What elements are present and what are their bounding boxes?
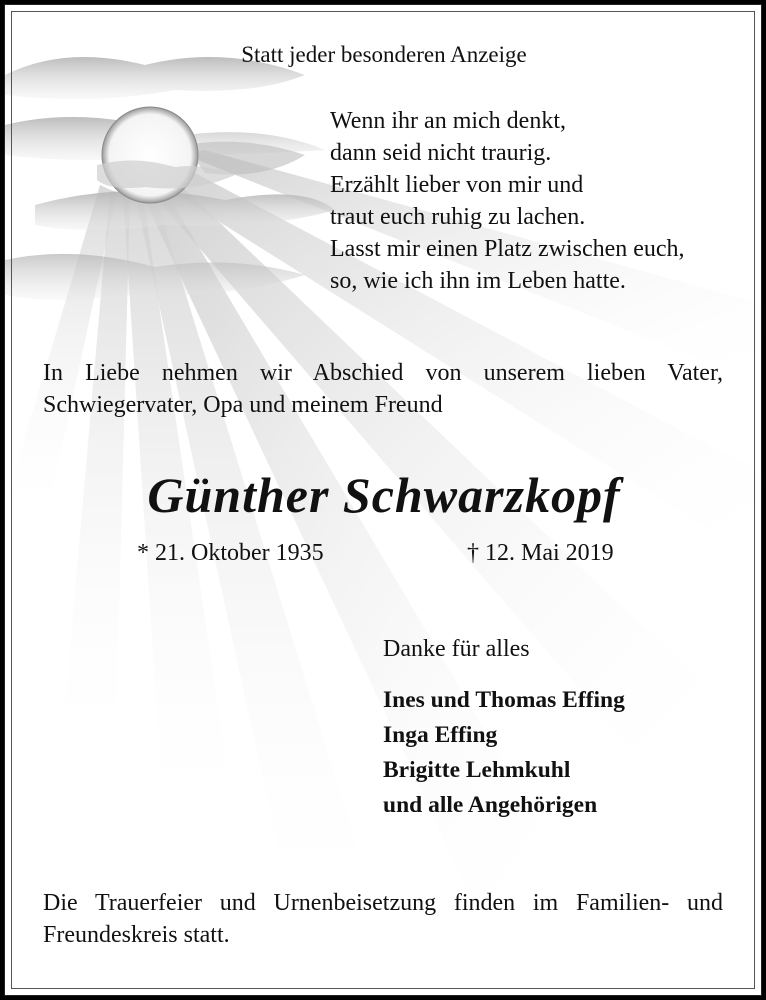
poem-line: Wenn ihr an mich denkt, [330, 108, 567, 134]
intro-text: In Liebe nehmen wir Abschied von unserem lieben Vater, Schwiegervater, Opa und meinem Freund [43, 360, 723, 418]
deceased-name: Günther Schwarzkopf [147, 467, 621, 523]
poem [330, 105, 685, 297]
poem-line: Erzählt lieber von mir und [330, 172, 584, 198]
poem-line: traut euch ruhig zu lachen. [330, 204, 586, 230]
thanks-text: Danke für alles [383, 636, 530, 662]
obituary-notice [4, 4, 762, 996]
notice-header: Statt jeder besonderen Anzeige [241, 42, 527, 67]
poem-line: dann seid nicht traurig. [330, 140, 552, 166]
birth-date: * 21. Oktober 1935 [137, 540, 324, 566]
poem-line: so, wie ich ihn im Leben hatte. [330, 268, 626, 294]
family-member: Inga Effing [383, 722, 498, 748]
family-member: Brigitte Lehmkuhl [383, 757, 571, 783]
family-list [383, 683, 625, 823]
death-date: † 12. Mai 2019 [467, 540, 614, 566]
family-member: Ines und Thomas Effing [383, 687, 625, 713]
family-member: und alle Angehörigen [383, 792, 598, 818]
funeral-note: Die Trauerfeier und Urnenbeisetzung finden im Familien- und Freundeskreis statt. [43, 890, 723, 948]
poem-line: Lasst mir einen Platz zwischen euch, [330, 236, 685, 262]
